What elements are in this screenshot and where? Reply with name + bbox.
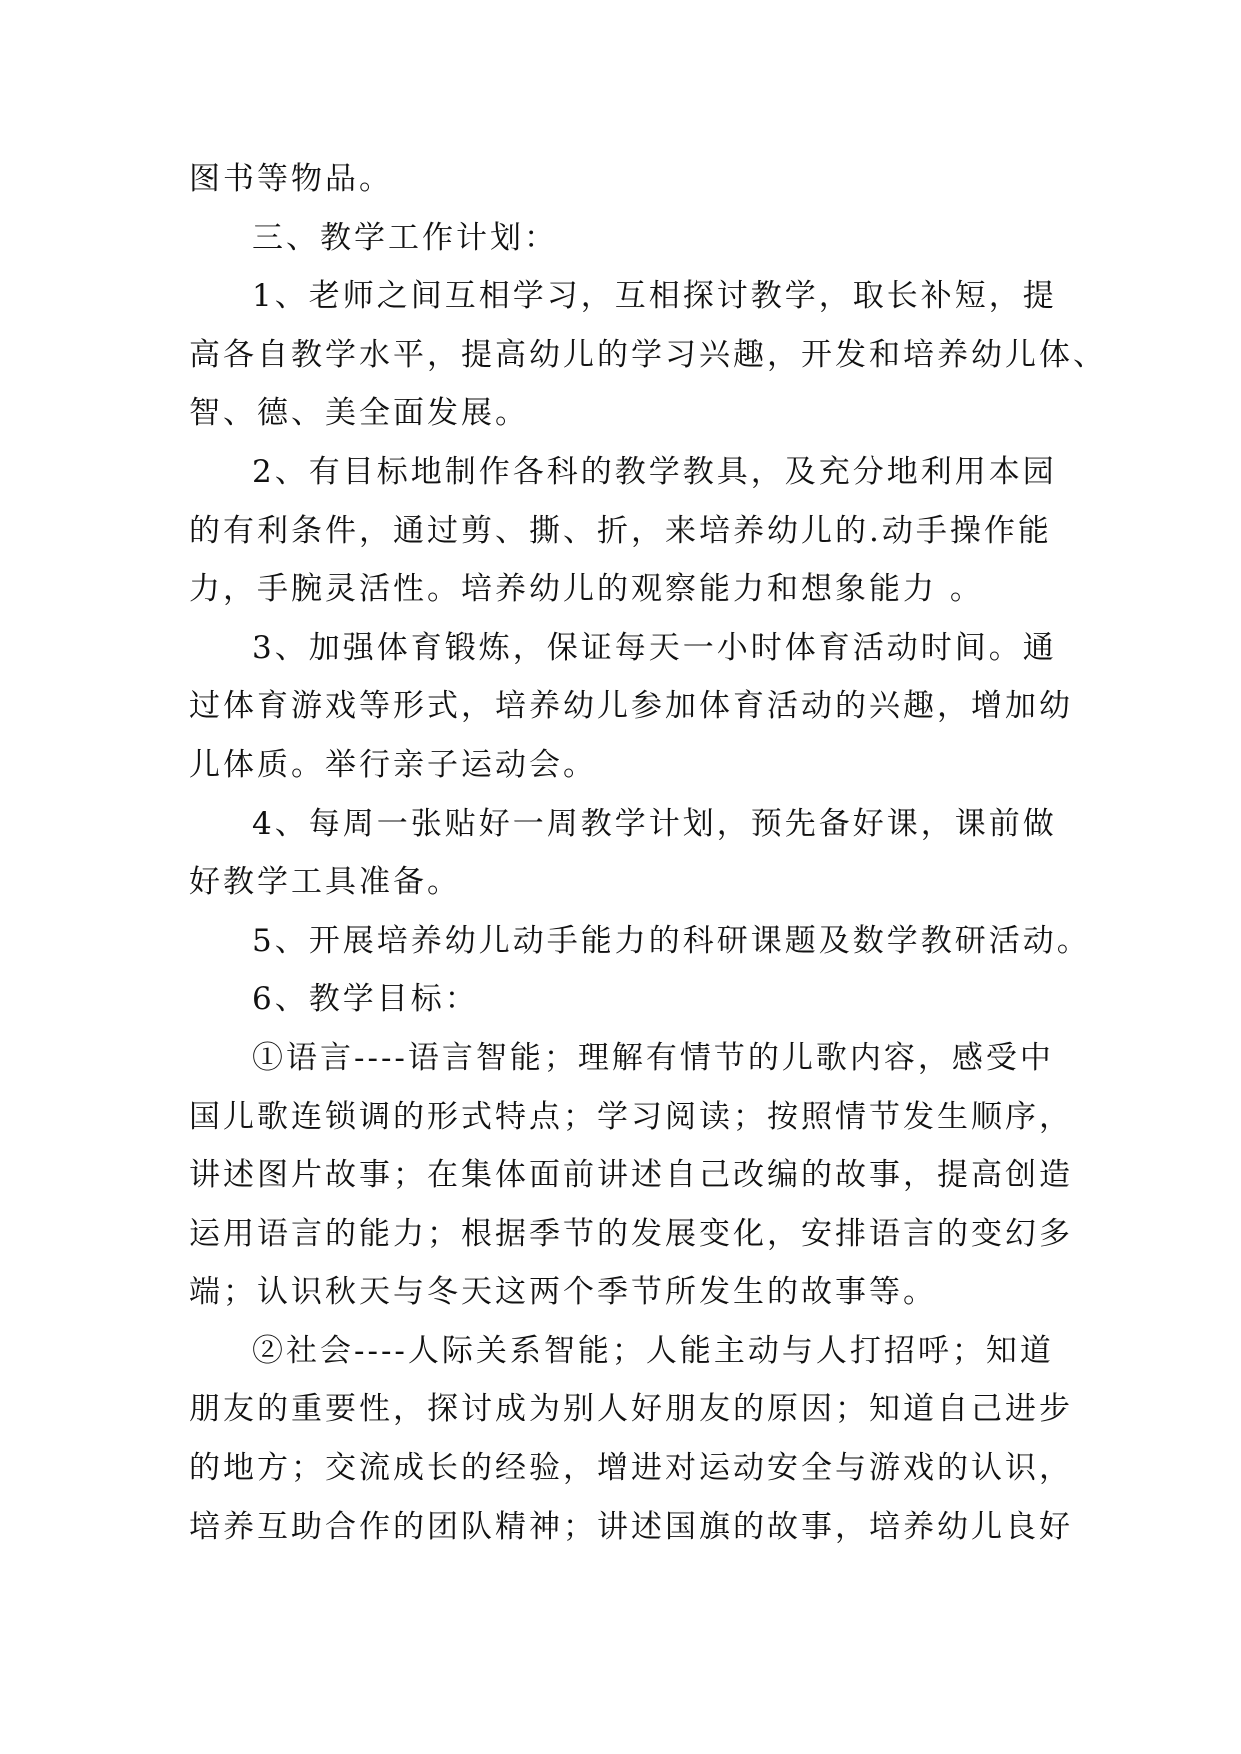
text-line: 6、教学目标：: [252, 981, 479, 1018]
text-line: 朋友的重要性，探讨成为别人好朋友的原因；知道自己进步: [189, 1391, 1073, 1428]
text-line: 3、加强体育锻炼，保证每天一小时体育活动时间。通: [252, 629, 1057, 666]
text-line: 运用语言的能力；根据季节的发展变化，安排语言的变幻多: [189, 1215, 1073, 1252]
text-line: 儿体质。举行亲子运动会。: [189, 746, 597, 783]
text-line: 图书等物品。: [189, 161, 393, 197]
text-line: 培养互助合作的团队精神；讲述国旗的故事，培养幼儿良好: [189, 1508, 1073, 1545]
text-line: 好教学工具准备。: [189, 864, 461, 901]
text-line: 的地方；交流成长的经验，增进对运动安全与游戏的认识，: [189, 1450, 1073, 1487]
section-heading: 三、教学工作计划：: [252, 219, 558, 256]
text-line: 5、开展培养幼儿动手能力的科研课题及数学教研活动。: [252, 922, 1091, 959]
document-body: [189, 150, 1107, 1556]
text-line: 4、每周一张贴好一周教学计划，预先备好课，课前做: [252, 805, 1057, 842]
text-line: 端；认识秋天与冬天这两个季节所发生的故事等。: [189, 1274, 937, 1311]
text-line: 智、德、美全面发展。: [189, 395, 529, 432]
text-line: 讲述图片故事；在集体面前讲述自己改编的故事，提高创造: [189, 1157, 1073, 1194]
text-line: 的有利条件，通过剪、撕、折，来培养幼儿的.动手操作能: [189, 512, 1052, 549]
text-line: ①语言----语言智能；理解有情节的儿歌内容，感受中: [252, 1039, 1054, 1076]
text-line: ②社会----人际关系智能；人能主动与人打招呼；知道: [252, 1332, 1054, 1369]
text-line: 1、老师之间互相学习，互相探讨教学，取长补短，提: [252, 278, 1057, 315]
text-line: 力，手腕灵活性。培养幼儿的观察能力和想象能力 。: [189, 571, 984, 608]
text-line: 高各自教学水平，提高幼儿的学习兴趣，开发和培养幼儿体、: [189, 336, 1107, 373]
text-line: 国儿歌连锁调的形式特点；学习阅读；按照情节发生顺序，: [189, 1098, 1073, 1135]
text-line: 2、有目标地制作各科的教学教具，及充分地利用本园: [252, 453, 1057, 490]
text-line: 过体育游戏等形式，培养幼儿参加体育活动的兴趣，增加幼: [189, 688, 1073, 725]
